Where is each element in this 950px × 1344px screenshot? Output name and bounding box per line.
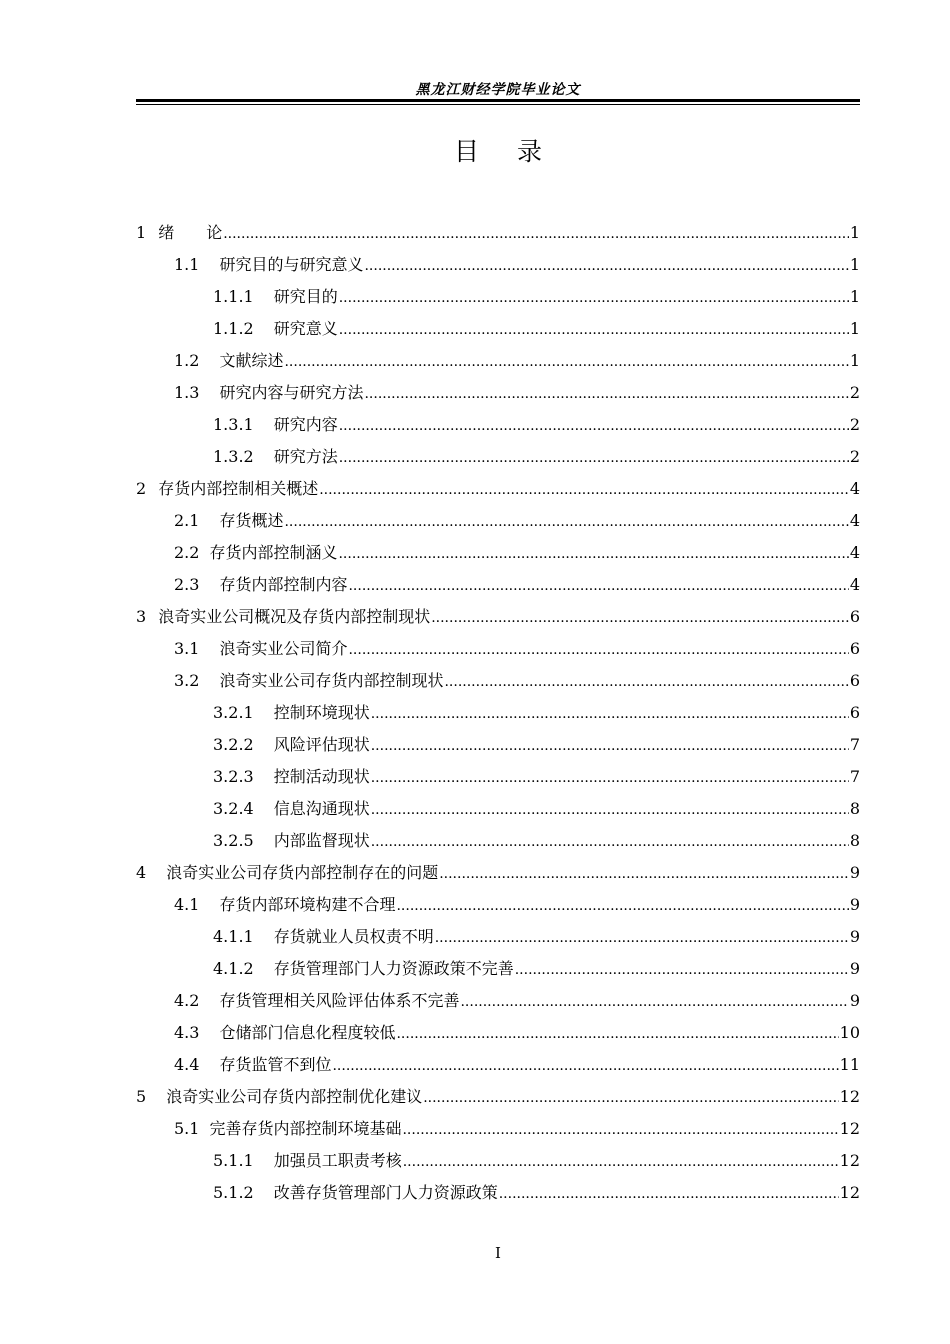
toc-entry-number: 5.1.1 bbox=[213, 1151, 254, 1170]
toc-title: 目录 bbox=[453, 137, 580, 166]
toc-entry-title: 研究内容与研究方法 bbox=[219, 383, 364, 402]
toc-entry[interactable] bbox=[136, 1177, 860, 1209]
toc-entry-number: 3.2 bbox=[174, 671, 200, 690]
page-number: I bbox=[495, 1244, 501, 1262]
toc-entry-page: 8 bbox=[849, 831, 860, 850]
toc-entry-number: 4.1.2 bbox=[213, 959, 254, 978]
toc-entry[interactable] bbox=[136, 345, 860, 377]
toc-entry[interactable] bbox=[136, 281, 860, 313]
toc-entry-number: 1.1.1 bbox=[213, 287, 254, 306]
toc-entry-number: 3.2.1 bbox=[213, 703, 254, 722]
toc-entry-page: 9 bbox=[849, 991, 860, 1010]
toc-entry-title: 浪奇实业公司存货内部控制优化建议 bbox=[166, 1087, 423, 1106]
toc-entry[interactable] bbox=[136, 665, 860, 697]
toc-entry-page: 1 bbox=[849, 351, 860, 370]
toc-dot-leader bbox=[348, 634, 848, 666]
toc-dot-leader bbox=[339, 410, 849, 442]
toc-entry-page: 1 bbox=[849, 255, 860, 274]
toc-entry[interactable] bbox=[136, 1017, 860, 1049]
toc-entry[interactable] bbox=[136, 921, 860, 953]
toc-entry-page: 9 bbox=[849, 927, 860, 946]
toc-entry[interactable] bbox=[136, 217, 860, 249]
toc-entry[interactable] bbox=[136, 761, 860, 793]
toc-entry-page: 12 bbox=[839, 1119, 860, 1138]
toc-entry-number: 2.2 bbox=[174, 543, 200, 562]
toc-entry-page: 4 bbox=[849, 479, 860, 498]
toc-dot-leader bbox=[402, 1114, 838, 1146]
page-header-title: 黑龙江财经学院毕业论文 bbox=[415, 82, 581, 98]
toc-entry-page: 8 bbox=[849, 799, 860, 818]
toc-entry-title: 信息沟通现状 bbox=[273, 799, 370, 818]
toc-entry[interactable] bbox=[136, 953, 860, 985]
toc-entry-page: 7 bbox=[849, 735, 860, 754]
toc-entry[interactable] bbox=[136, 985, 860, 1017]
toc-entry[interactable] bbox=[136, 505, 860, 537]
toc-dot-leader bbox=[423, 1082, 838, 1114]
toc-dot-leader bbox=[364, 250, 848, 282]
toc-entry-title: 内部监督现状 bbox=[273, 831, 370, 850]
toc-entry-title: 研究内容 bbox=[273, 415, 338, 434]
toc-entry[interactable] bbox=[136, 697, 860, 729]
toc-entry-page: 10 bbox=[839, 1023, 860, 1042]
toc-entry-number: 4 bbox=[136, 863, 147, 882]
toc-dot-leader bbox=[396, 890, 848, 922]
toc-entry-page: 11 bbox=[839, 1055, 860, 1074]
toc-entry-number: 4.3 bbox=[174, 1023, 200, 1042]
toc-entry-number: 3.1 bbox=[174, 639, 200, 658]
toc-entry-number: 3.2.2 bbox=[213, 735, 254, 754]
toc-entry[interactable] bbox=[136, 569, 860, 601]
toc-dot-leader bbox=[364, 378, 848, 410]
toc-entry-page: 9 bbox=[849, 895, 860, 914]
toc-entry-title: 存货管理相关风险评估体系不完善 bbox=[219, 991, 460, 1010]
toc-entry-page: 4 bbox=[849, 543, 860, 562]
toc-dot-leader bbox=[371, 730, 849, 762]
toc-entry-title: 研究目的与研究意义 bbox=[219, 255, 364, 274]
toc-entry-page: 7 bbox=[849, 767, 860, 786]
toc-entry-title: 存货概述 bbox=[219, 511, 284, 530]
toc-list bbox=[136, 217, 860, 1209]
toc-entry[interactable] bbox=[136, 377, 860, 409]
toc-entry-title: 研究目的 bbox=[273, 287, 338, 306]
toc-dot-leader bbox=[339, 314, 849, 346]
toc-entry-title: 存货内部控制涵义 bbox=[209, 543, 338, 562]
toc-entry-page: 2 bbox=[849, 447, 860, 466]
toc-entry-title: 存货内部控制相关概述 bbox=[158, 479, 319, 498]
header-rule-thin bbox=[136, 104, 860, 105]
toc-entry-title: 改善存货管理部门人力资源政策 bbox=[273, 1183, 498, 1202]
toc-dot-leader bbox=[332, 1050, 838, 1082]
toc-entry-title: 研究方法 bbox=[273, 447, 338, 466]
toc-dot-leader bbox=[371, 794, 849, 826]
toc-entry[interactable] bbox=[136, 1113, 860, 1145]
toc-entry-page: 1 bbox=[849, 287, 860, 306]
toc-entry-page: 12 bbox=[839, 1151, 860, 1170]
toc-entry[interactable] bbox=[136, 1049, 860, 1081]
toc-dot-leader bbox=[499, 1178, 839, 1210]
toc-entry[interactable] bbox=[136, 825, 860, 857]
toc-entry-page: 6 bbox=[849, 703, 860, 722]
toc-entry-title: 存货监管不到位 bbox=[219, 1055, 332, 1074]
toc-dot-leader bbox=[439, 858, 849, 890]
toc-dot-leader bbox=[435, 922, 849, 954]
toc-entry-page: 6 bbox=[849, 639, 860, 658]
toc-entry-number: 4.2 bbox=[174, 991, 200, 1010]
toc-dot-leader bbox=[319, 474, 849, 506]
toc-entry-page: 2 bbox=[849, 383, 860, 402]
toc-dot-leader bbox=[444, 666, 848, 698]
toc-dot-leader bbox=[371, 826, 849, 858]
toc-entry-page: 1 bbox=[849, 319, 860, 338]
toc-entry-title: 控制活动现状 bbox=[273, 767, 370, 786]
toc-entry-number: 1.3.2 bbox=[213, 447, 254, 466]
toc-dot-leader bbox=[515, 954, 849, 986]
toc-entry-number: 3 bbox=[136, 607, 147, 626]
toc-dot-leader bbox=[403, 1146, 839, 1178]
toc-dot-leader bbox=[348, 570, 848, 602]
toc-entry-title: 存货管理部门人力资源政策不完善 bbox=[273, 959, 514, 978]
toc-dot-leader bbox=[339, 282, 849, 314]
toc-entry[interactable] bbox=[136, 313, 860, 345]
toc-entry-number: 3.2.3 bbox=[213, 767, 254, 786]
toc-entry-page: 12 bbox=[839, 1087, 860, 1106]
toc-entry-title: 控制环境现状 bbox=[273, 703, 370, 722]
toc-dot-leader bbox=[284, 506, 848, 538]
toc-entry-title: 文献综述 bbox=[219, 351, 284, 370]
toc-entry-page: 4 bbox=[849, 575, 860, 594]
toc-entry-number: 4.4 bbox=[174, 1055, 200, 1074]
toc-entry[interactable] bbox=[136, 409, 860, 441]
toc-entry[interactable] bbox=[136, 633, 860, 665]
toc-entry-number: 1.3 bbox=[174, 383, 200, 402]
toc-entry-number: 1.1.2 bbox=[213, 319, 254, 338]
toc-entry-page: 6 bbox=[849, 607, 860, 626]
toc-entry-number: 1 bbox=[136, 223, 147, 242]
toc-entry[interactable] bbox=[136, 537, 860, 569]
toc-entry[interactable] bbox=[136, 857, 860, 889]
toc-entry[interactable] bbox=[136, 729, 860, 761]
toc-entry-title: 研究意义 bbox=[273, 319, 338, 338]
toc-entry-number: 1.2 bbox=[174, 351, 200, 370]
toc-entry-number: 4.1.1 bbox=[213, 927, 254, 946]
toc-entry-title: 存货内部控制内容 bbox=[219, 575, 348, 594]
toc-entry-page: 9 bbox=[849, 959, 860, 978]
toc-dot-leader bbox=[371, 762, 849, 794]
toc-entry-title: 存货就业人员权责不明 bbox=[273, 927, 434, 946]
toc-dot-leader bbox=[431, 602, 849, 634]
toc-entry-number: 1.1 bbox=[174, 255, 200, 274]
toc-dot-leader bbox=[396, 1018, 838, 1050]
toc-dot-leader bbox=[284, 346, 848, 378]
toc-entry[interactable] bbox=[136, 473, 860, 505]
toc-entry-number: 5.1.2 bbox=[213, 1183, 254, 1202]
toc-entry[interactable] bbox=[136, 889, 860, 921]
toc-entry-page: 6 bbox=[849, 671, 860, 690]
toc-entry-number: 2.3 bbox=[174, 575, 200, 594]
toc-entry-page: 9 bbox=[849, 863, 860, 882]
toc-dot-leader bbox=[223, 218, 849, 250]
toc-entry-title: 存货内部环境构建不合理 bbox=[219, 895, 396, 914]
toc-entry-number: 5 bbox=[136, 1087, 147, 1106]
toc-entry-number: 3.2.5 bbox=[213, 831, 254, 850]
toc-entry-number: 5.1 bbox=[174, 1119, 200, 1138]
toc-entry-number: 3.2.4 bbox=[213, 799, 254, 818]
toc-dot-leader bbox=[338, 538, 848, 570]
toc-entry-page: 4 bbox=[849, 511, 860, 530]
toc-dot-leader bbox=[339, 442, 849, 474]
toc-dot-leader bbox=[371, 698, 849, 730]
toc-entry-title: 仓储部门信息化程度较低 bbox=[219, 1023, 396, 1042]
toc-entry-number: 2.1 bbox=[174, 511, 200, 530]
toc-entry-title: 绪 论 bbox=[158, 223, 223, 242]
toc-dot-leader bbox=[460, 986, 848, 1018]
toc-entry-title: 浪奇实业公司存货内部控制存在的问题 bbox=[166, 863, 439, 882]
toc-entry[interactable] bbox=[136, 601, 860, 633]
toc-entry[interactable] bbox=[136, 793, 860, 825]
toc-entry-title: 完善存货内部控制环境基础 bbox=[209, 1119, 402, 1138]
toc-entry-title: 浪奇实业公司简介 bbox=[219, 639, 348, 658]
toc-entry-title: 浪奇实业公司存货内部控制现状 bbox=[219, 671, 444, 690]
toc-entry-number: 2 bbox=[136, 479, 147, 498]
toc-entry[interactable] bbox=[136, 1081, 860, 1113]
toc-entry-page: 2 bbox=[849, 415, 860, 434]
header-rule-thick bbox=[136, 99, 860, 102]
toc-entry-page: 12 bbox=[839, 1183, 860, 1202]
toc-entry[interactable] bbox=[136, 441, 860, 473]
toc-entry-page: 1 bbox=[849, 223, 860, 242]
toc-entry-title: 加强员工职责考核 bbox=[273, 1151, 402, 1170]
toc-entry[interactable] bbox=[136, 1145, 860, 1177]
toc-entry-number: 4.1 bbox=[174, 895, 200, 914]
toc-entry[interactable] bbox=[136, 249, 860, 281]
toc-entry-title: 浪奇实业公司概况及存货内部控制现状 bbox=[158, 607, 431, 626]
toc-entry-number: 1.3.1 bbox=[213, 415, 254, 434]
toc-entry-title: 风险评估现状 bbox=[273, 735, 370, 754]
